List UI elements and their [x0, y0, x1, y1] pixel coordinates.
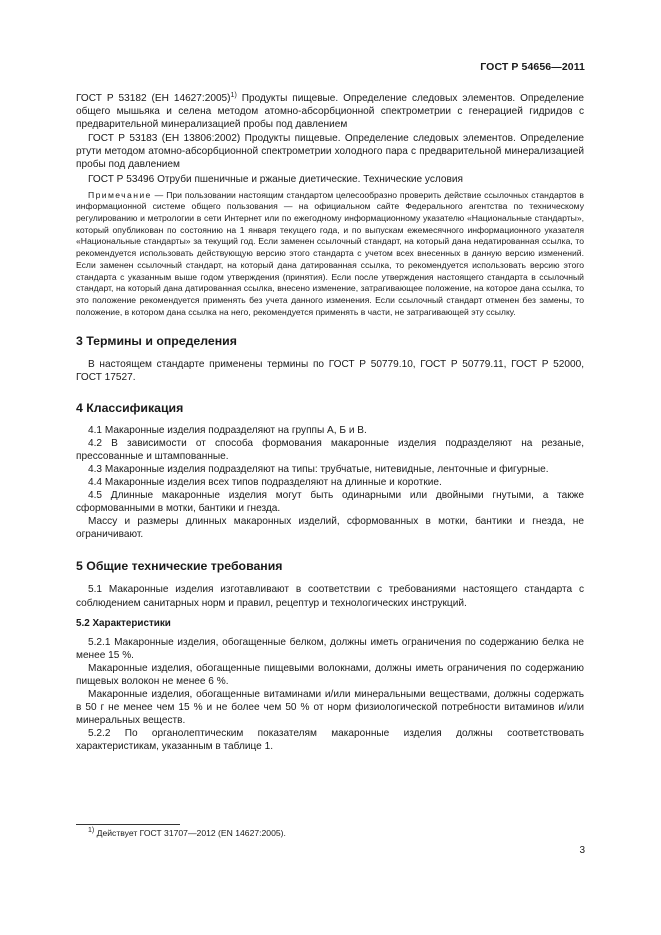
reference-entry — [76, 92, 584, 131]
clause-item: Массу и размеры длинных макаронных изделий, сформованных в мотки, бантики и гнезда, не ограничивают. — [76, 516, 584, 541]
clause-item: Макаронные изделия, обогащенные пищевыми волокнами, должны иметь ограничения по содержанию пищевых волокон не менее 6 %. — [76, 662, 584, 687]
section-3-paragraph: В настоящем стандарте применены термины по ГОСТ Р 50779.10, ГОСТ Р 50779.11, ГОСТ Р 52000, ГОСТ 17527. — [76, 359, 584, 384]
footnote — [88, 828, 286, 839]
reference-entry: ГОСТ Р 53183 (ЕН 13806:2002) Продукты пищевые. Определение следовых элементов. Определение ртути методом атомно-абсорбционной спектрометрии холодного пара с предварительной минерализацией пробы под давлением — [76, 133, 584, 171]
clause-item: 4.2 В зависимости от способа формования макаронные изделия подразделяют на резаные, прессованные и штампованные. — [76, 437, 584, 462]
footnote-text: Действует ГОСТ 31707—2012 (EN 14627:2005). — [94, 828, 286, 838]
note-text: — При пользовании настоящим стандартом целесообразно проверить действие ссылочных стандартов в информационной системе общего пользования — на официальном сайте Федерального агентства по техническому регулированию и метрологии в сети Интернет или по ежегодному информационному указателю «Национальные стандарты», который опубликован по состоянию на 1 января текущего года, и по выпускам ежемесячного информационного указателя «Национальные стандарты» за текущий год. Если заменен ссылочный стандарт, на который дана недатированная ссылка, то рекомендуется использовать действующую версию этого стандарта с учетом всех внесенных в данную версию изменений. Если заменен ссылочный стандарт, на который дана датированная ссылка, то рекомендуется использовать версию этого стандарта с указанным выше годом утверждения (принятия). Если после утверждения настоящего стандарта в ссылочный стандарт, на который дана датированная ссылка, внесено изменение, затрагивающее положение, на которое дана ссылка, то это положение рекомендуется применять без учета данного изменения. Если ссылочный стандарт отменен без замены, то положение, в котором дана ссылка на него, рекомендуется применять в части, не затрагивающей эту ссылку. — [76, 189, 584, 317]
clause-item: 4.3 Макаронные изделия подразделяют на типы: трубчатые, нитевидные, ленточные и фигурные. — [88, 463, 549, 475]
document-body — [76, 92, 584, 753]
page-number: 3 — [579, 845, 585, 856]
clause-item: 5.2.1 Макаронные изделия, обогащенные белком, должны иметь ограничения по содержанию белка не менее 15 %. — [76, 636, 584, 661]
clause-item: 4.5 Длинные макаронные изделия могут быть одинарными или двойными гнутыми, а также сформованными в мотки, бантики и гнезда. — [76, 490, 584, 515]
footnote-marker: 1) — [230, 92, 237, 99]
footnote-marker: 1) — [88, 827, 95, 834]
section-heading-3: 3 Термины и определения — [76, 334, 237, 349]
reference-entry-text: Продукты пищевые. Определение следовых элементов. Определение общего мышьяка и селена методом атомно-абсорбционной спектрометрии с генерацией гидридов с предварительной минерализацией пробы под давлением — [76, 93, 585, 131]
section-heading-4: 4 Классификация — [76, 400, 184, 415]
clause-item: 4.1 Макаронные изделия подразделяют на группы А, Б и В. — [88, 424, 367, 436]
footnote-separator — [76, 824, 180, 825]
document-code-header: ГОСТ Р 54656—2011 — [480, 61, 585, 73]
clause-item: 5.2.2 По органолептическим показателям макаронные изделия должны соответствовать характеристикам, указанным в таблице 1. — [76, 728, 584, 753]
clause-item: 4.4 Макаронные изделия всех типов подразделяют на длинные и короткие. — [88, 476, 442, 488]
clause-item: Макаронные изделия, обогащенные витаминами и/или минеральными веществами, должны содержать в 50 г не менее чем 15 % и не более чем 50 % от норм физиологической потребности витаминов и/или минеральных веществ. — [76, 688, 584, 727]
reference-entry-text: ГОСТ Р 53182 (ЕН 14627:2005) — [76, 93, 231, 104]
reference-entry: ГОСТ Р 53496 Отруби пшеничные и ржаные диетические. Технические условия — [88, 173, 463, 185]
clause-item: 5.1 Макаронные изделия изготавливают в соответствии с требованиями настоящего стандарта с соблюдением санитарных норм и правил, рецептур и технологических инструкций. — [76, 584, 584, 609]
section-heading-5: 5 Общие технические требования — [76, 559, 283, 574]
note-label: Примечание — [88, 189, 152, 200]
note-paragraph — [76, 190, 584, 319]
subsection-heading: 5.2 Характеристики — [76, 617, 171, 629]
